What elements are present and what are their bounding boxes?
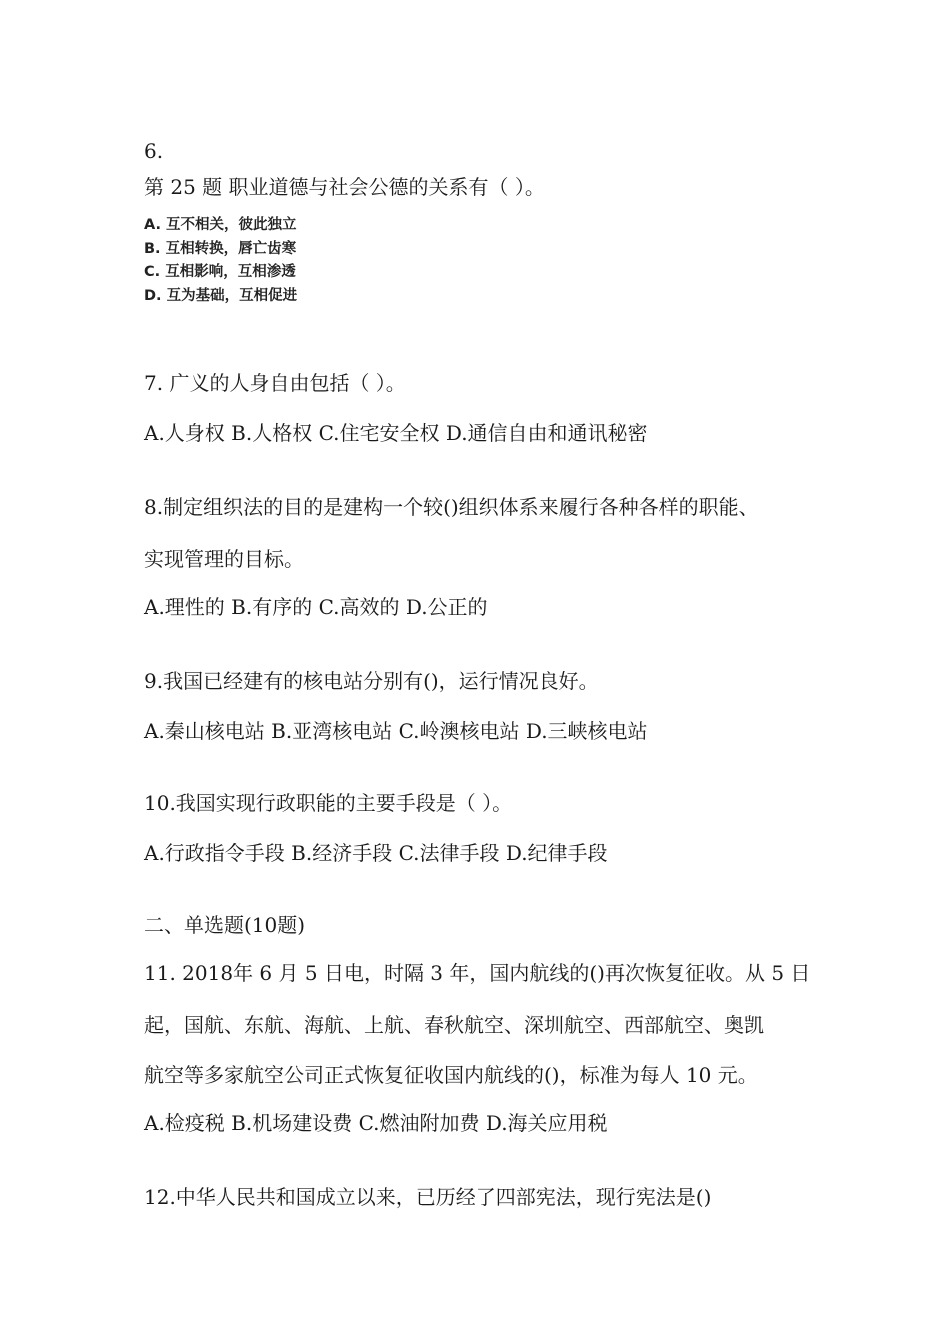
question-6-options [144, 214, 297, 308]
option-c: C. 互相影响，互相渗透 [144, 264, 296, 280]
question-11-stem-line-3: 航空等多家航空公司正式恢复征收国内航线的()，标准为每人 10 元。 [144, 1063, 758, 1087]
question-10-stem: 10.我国实现行政职能的主要手段是（ ）。 [144, 791, 513, 815]
question-7-stem: 7. 广义的人身自由包括（ ）。 [144, 371, 406, 395]
question-11-options: A.检疫税 B.机场建设费 C.燃油附加费 D.海关应用税 [144, 1111, 608, 1135]
question-8-stem-line-2: 实现管理的目标。 [144, 547, 304, 571]
question-6-number: 6. [144, 139, 164, 163]
question-11-stem-line-2: 起，国航、东航、海航、上航、春秋航空、深圳航空、西部航空、奥凯 [144, 1013, 764, 1037]
question-9-options: A.秦山核电站 B.亚湾核电站 C.岭澳核电站 D.三峡核电站 [144, 719, 648, 743]
question-12-stem: 12.中华人民共和国成立以来，已历经了四部宪法，现行宪法是() [144, 1185, 712, 1209]
question-8-stem-line-1: 8.制定组织法的目的是建构一个较()组织体系来履行各种各样的职能、 [144, 495, 759, 519]
question-7-options: A.人身权 B.人格权 C.住宅安全权 D.通信自由和通讯秘密 [144, 421, 648, 445]
option-d: D. 互为基础，互相促进 [144, 287, 298, 304]
question-8-options: A.理性的 B.有序的 C.高效的 D.公正的 [144, 595, 488, 619]
question-10-options: A.行政指令手段 B.经济手段 C.法律手段 D.纪律手段 [144, 841, 608, 865]
section-heading: 二、单选题(10题) [144, 913, 306, 937]
question-9-stem: 9.我国已经建有的核电站分别有()，运行情况良好。 [144, 669, 599, 693]
question-6-stem: 第 25 题 职业道德与社会公德的关系有（ ）。 [144, 175, 545, 199]
option-a: A. 互不相关，彼此独立 [144, 217, 297, 233]
question-11-stem-line-1: 11. 2018年 6 月 5 日电，时隔 3 年，国内航线的()再次恢复征收。从 5 日 [144, 961, 811, 985]
option-b: B. 互相转换，唇亡齿寒 [144, 240, 297, 257]
